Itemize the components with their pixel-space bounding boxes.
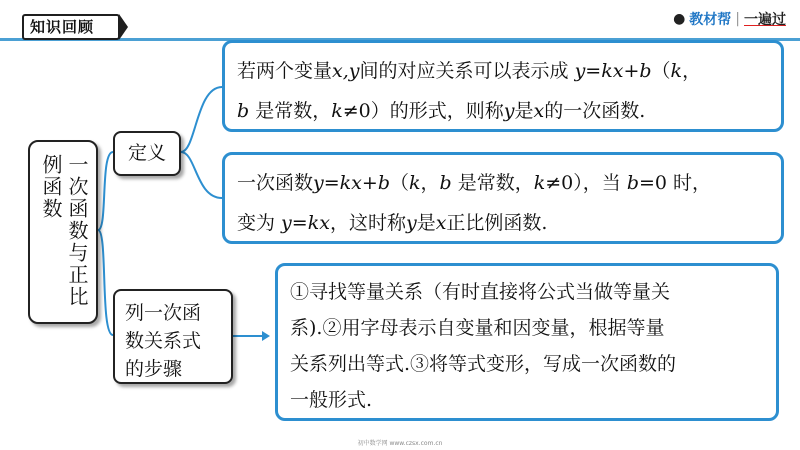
connector-definition-proportional	[181, 152, 222, 198]
math-segment: y	[503, 100, 515, 122]
branch-steps-label-line: 列一次函	[125, 302, 202, 324]
text-segment: 关系列出等式.③将等式变形，写成一次函数的	[290, 353, 677, 375]
definition-proportional-line	[237, 163, 769, 203]
branch-steps	[113, 289, 233, 384]
text-segment: ，	[682, 60, 702, 82]
footer-watermark: 初中数学网 www.czsx.com.cn	[357, 440, 443, 447]
definition-proportional-line	[237, 203, 769, 243]
root-concept-text-col1: 一次函数与正比	[65, 154, 89, 308]
math-segment: k	[533, 172, 546, 194]
math-segment: y=kx	[281, 212, 330, 234]
text-segment: 一般形式.	[290, 389, 373, 411]
text-segment: 正比例函数.	[446, 212, 548, 234]
definition-proportional-box	[222, 152, 784, 244]
math-segment: x	[533, 100, 545, 122]
root-concept-text-col2: 例函数	[39, 154, 63, 220]
text-segment: 的一次函数.	[544, 100, 646, 122]
text-segment: 一次函数	[237, 172, 314, 194]
math-segment: y	[405, 212, 417, 234]
logo-brand: 教材帮	[689, 12, 732, 28]
text-segment: （	[651, 60, 671, 82]
steps-content-line	[290, 310, 764, 346]
math-segment: b	[439, 172, 452, 194]
text-segment: ≠0）的形式，则称	[342, 100, 504, 122]
text-segment: 若两个变量	[237, 60, 333, 82]
text-segment: ，这时称	[329, 212, 406, 234]
math-segment: x	[435, 212, 447, 234]
branch-steps-label-line: 数关系式	[125, 330, 202, 352]
logo-series: 一遍过	[744, 12, 786, 28]
branch-steps-label-line: 的步骤	[125, 358, 183, 380]
steps-content-line	[290, 382, 764, 418]
text-segment: 是常数，	[451, 172, 534, 194]
text-segment: 间的对应关系可以表示成	[359, 60, 575, 82]
text-segment: 系).②用字母表示自变量和因变量，根据等量	[290, 317, 665, 339]
math-segment: y=kx+b	[313, 172, 390, 194]
text-segment: 变为	[237, 212, 282, 234]
math-segment: b	[626, 172, 639, 194]
text-segment: （	[389, 172, 409, 194]
connector-definition-general	[181, 87, 222, 152]
text-segment: 是	[416, 212, 436, 234]
definition-general-line	[237, 51, 769, 91]
steps-content-box	[275, 263, 779, 421]
connector-root-definition	[98, 152, 113, 230]
math-segment: x,y	[332, 60, 360, 82]
text-segment: ①寻找等量关系（有时直接将公式当做等量关	[290, 281, 671, 303]
branch-definition-label: 定义	[127, 142, 166, 164]
definition-general-box	[222, 40, 784, 132]
lightbulb-icon: ●	[673, 11, 686, 27]
root-concept-box	[28, 140, 98, 324]
text-segment: ≠0），当	[545, 172, 627, 194]
text-segment: 是常数，	[249, 100, 332, 122]
text-segment: 是	[514, 100, 534, 122]
section-tag: 知识回顾	[22, 14, 120, 40]
connector-root-steps	[98, 230, 113, 335]
math-segment: k	[670, 60, 683, 82]
arrowhead-icon	[262, 331, 270, 341]
math-segment: y=kx+b	[574, 60, 652, 82]
steps-content-line	[290, 274, 764, 310]
math-segment: k	[331, 100, 343, 122]
text-segment: =0 时，	[639, 172, 712, 194]
steps-content-line	[290, 346, 764, 382]
text-segment: ，	[420, 172, 440, 194]
math-segment: k	[409, 172, 421, 194]
logo-separator: |	[735, 11, 740, 27]
branch-definition	[113, 131, 181, 176]
math-segment: b	[237, 100, 250, 122]
definition-general-line	[237, 91, 769, 131]
